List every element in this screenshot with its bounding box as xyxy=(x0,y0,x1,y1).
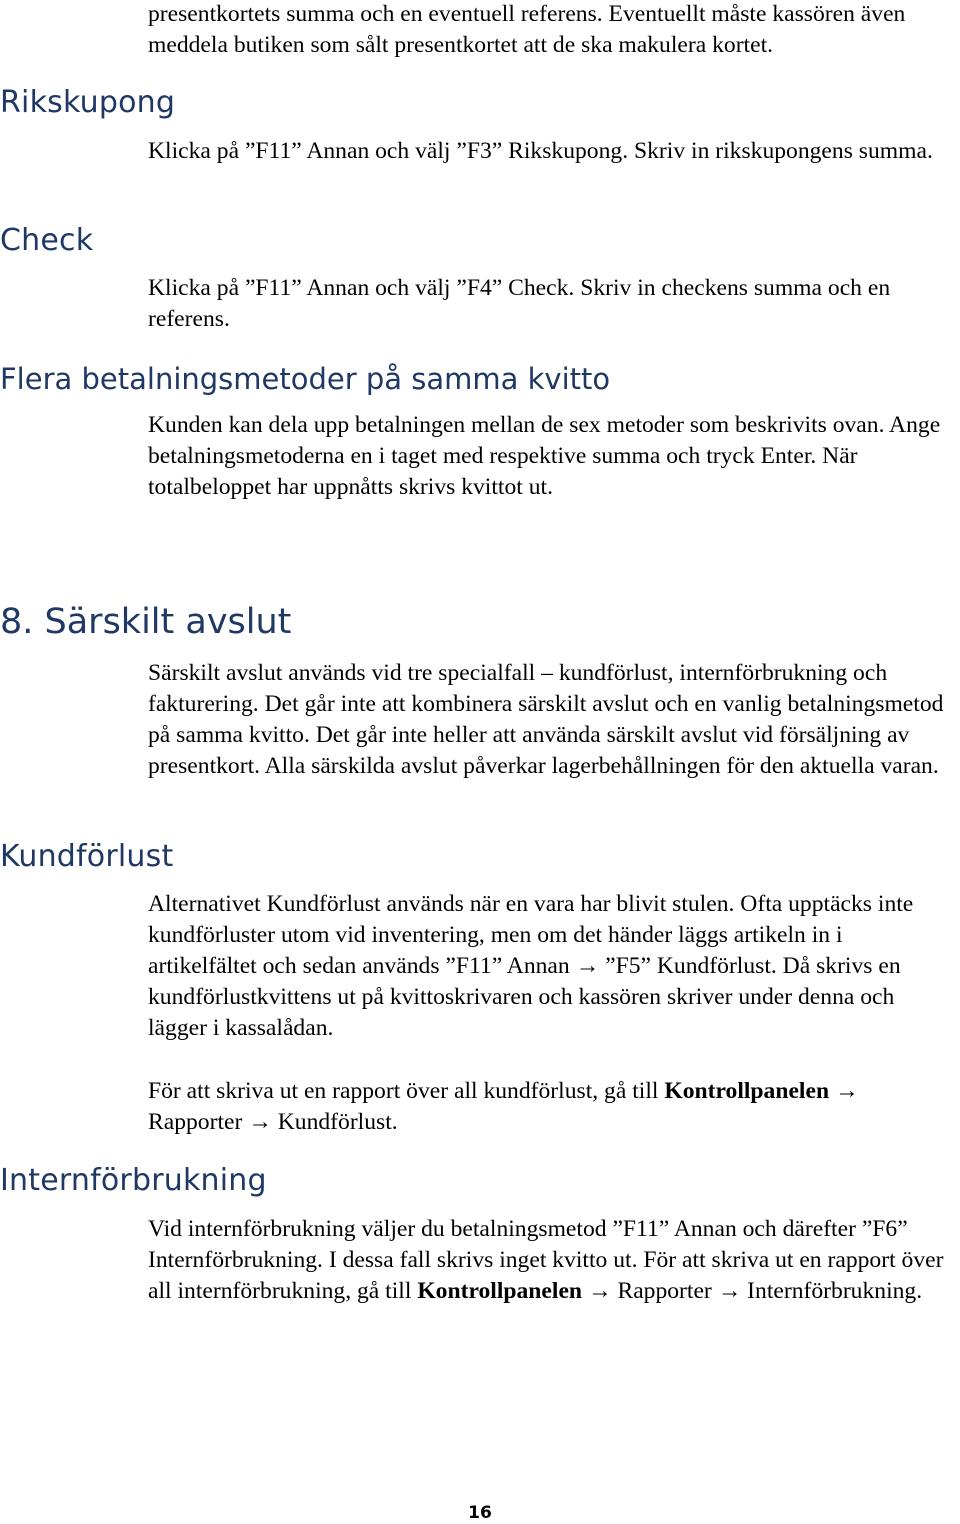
heading-rikskupong: Rikskupong xyxy=(0,85,176,120)
heading-kundforlust: Kundförlust xyxy=(0,839,174,874)
paragraph-kundforlust: Alternativet Kundförlust används när en vara har blivit stulen. Ofta upptäcks inte kundförluster utom vid inventering, men om det händer läggs artikeln in i artikelfältet och sedan används ”F11” Annan → ”F5” Kundförlust. Då skrivs en kundförlustkvittens ut på kvittoskrivaren och kassören skriver under denna och lägger i kassalådan. xyxy=(148,891,914,1041)
heading-internforbrukning: Internförbrukning xyxy=(0,1163,267,1198)
heading-flera-betalningsmetoder: Flera betalningsmetoder på samma kvitto xyxy=(0,362,611,396)
heading-sarskilt-avslut: 8. Särskilt avslut xyxy=(0,602,292,642)
paragraph-presentkort: presentkortets summa och en eventuell referens. Eventuellt måste kassören även meddela butiken som sålt presentkortet att de ska makulera kortet. xyxy=(148,1,906,58)
kontrollpanelen-label: Kontrollpanelen xyxy=(417,1278,583,1304)
paragraph-flera-betalningsmetoder: Kunden kan dela upp betalningen mellan de sex metoder som beskrivits ovan. Ange betalningsmetoderna en i taget med respektive summa och tryck Enter. När totalbeloppet har uppnåtts skrivs kvittot ut. xyxy=(148,412,941,500)
heading-check: Check xyxy=(0,223,94,258)
paragraph-rikskupong: Klicka på ”F11” Annan och välj ”F3” Rikskupong. Skriv in rikskupongens summa. xyxy=(148,138,933,164)
paragraph-rapport-kundforlust: För att skriva ut en rapport över all kundförlust, gå till Kontrollpanelen → Rapporter → Kundförlust. xyxy=(148,1078,859,1135)
kontrollpanelen-label: Kontrollpanelen xyxy=(664,1078,830,1104)
paragraph-check: Klicka på ”F11” Annan och välj ”F4” Check. Skriv in checkens summa och en referens. xyxy=(148,275,891,332)
paragraph-internforbrukning: Vid internförbrukning väljer du betalningsmetod ”F11” Annan och därefter ”F6” Internförbrukning. I dessa fall skrivs inget kvitto ut. För att skriva ut en rapport över all internförbrukning, gå till Kontrollpanelen → Rapporter → Internförbrukning. xyxy=(148,1216,944,1304)
page-number: 16 xyxy=(468,1503,492,1523)
paragraph-sarskilt-avslut: Särskilt avslut används vid tre specialfall – kundförlust, internförbrukning och fakturering. Det går inte att kombinera särskilt avslut och en vanlig betalningsmetod på samma kvitto. Det går inte heller att använda särskilt avslut vid försäljning av presentkort. Alla särskilda avslut påverkar lagerbehållningen för den aktuella varan. xyxy=(148,660,944,779)
